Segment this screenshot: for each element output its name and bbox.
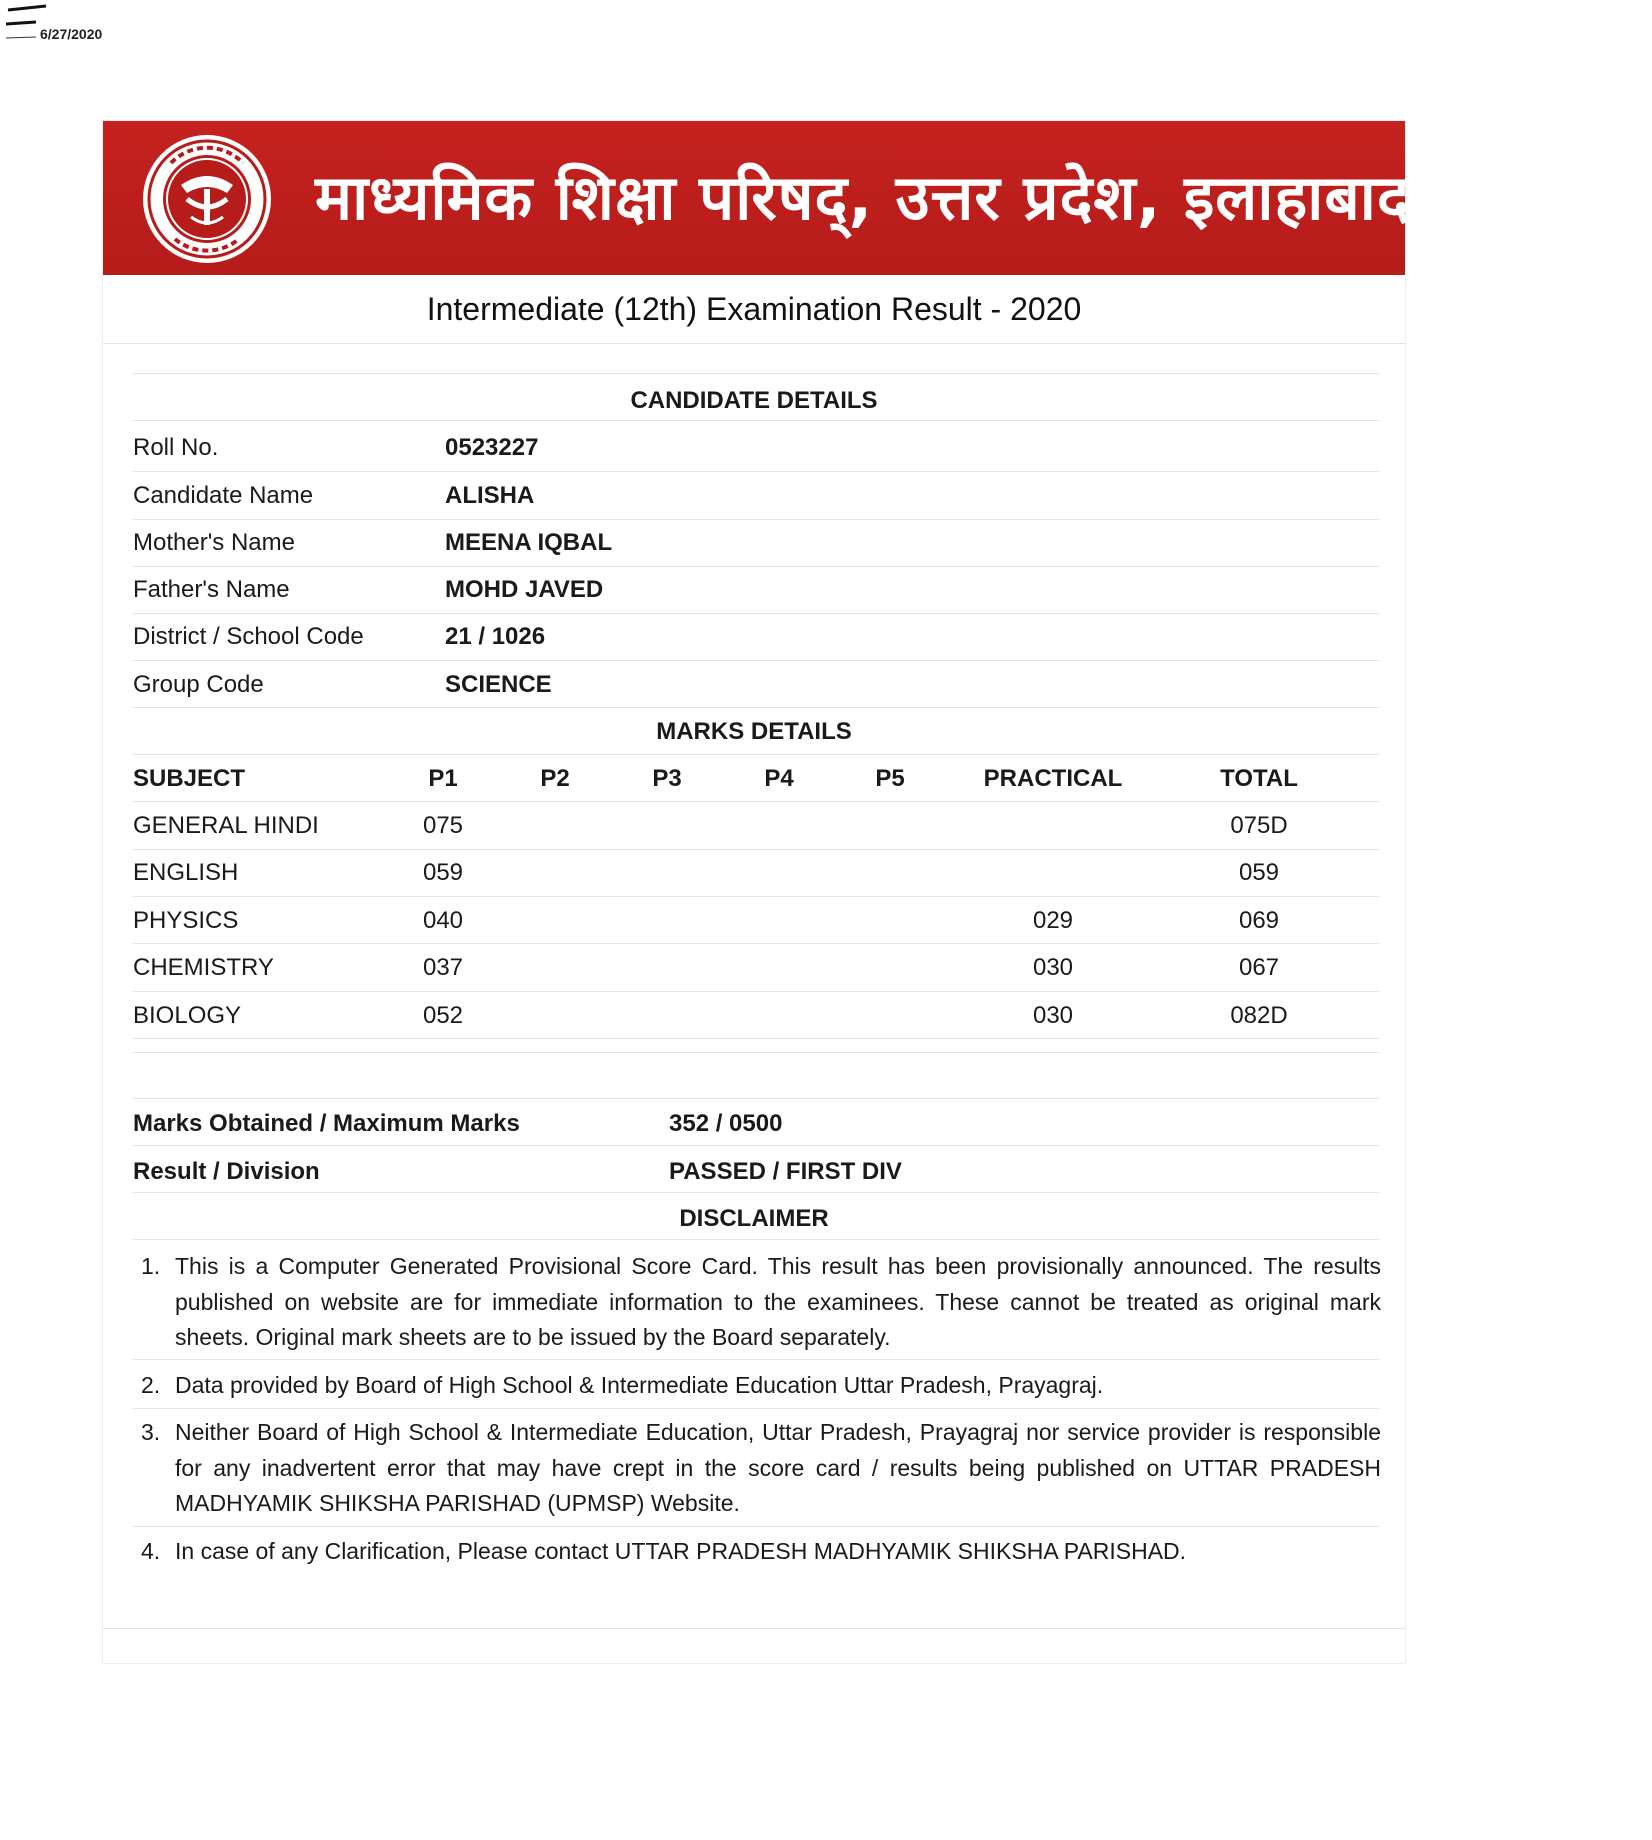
p1-cell: 059 [422, 859, 464, 886]
practical-cell: 029 [1032, 907, 1074, 934]
table-row [133, 944, 1379, 991]
field-district-school-code [133, 613, 1379, 660]
practical-cell: 030 [1032, 1002, 1074, 1029]
marks-details-heading: MARKS DETAILS [656, 718, 852, 745]
p1-cell: 075 [422, 812, 464, 839]
divider [133, 1192, 1379, 1193]
total-cell: 069 [1238, 907, 1280, 934]
divider [133, 1052, 1379, 1053]
field-label: Group Code [133, 671, 264, 698]
col-total: TOTAL [1220, 765, 1298, 792]
col-p2: P2 [540, 765, 570, 792]
p1-cell: 052 [422, 1002, 464, 1029]
field-value: MEENA IQBAL [445, 529, 613, 556]
subject-cell: PHYSICS [133, 907, 239, 934]
subject-cell: BIOLOGY [133, 1002, 242, 1029]
divider [133, 1359, 1379, 1360]
disclaimer-item [141, 1534, 1381, 1570]
field-value: SCIENCE [445, 671, 552, 698]
result-division-value: PASSED / FIRST DIV [669, 1158, 902, 1185]
field-value: ALISHA [445, 482, 535, 509]
exam-title: Intermediate (12th) Examination Result - 2020 [426, 291, 1082, 327]
field-mother-name [133, 519, 1379, 566]
item-text: This is a Computer Generated Provisional Score Card. This result has been provisionally announced. The results published on website are for immediate information to the examinees. These cannot be treated as original mark sheets. Original mark sheets are to be issued by the Board separately. [175, 1253, 1381, 1350]
field-father-name [133, 566, 1379, 613]
col-practical: PRACTICAL [983, 765, 1123, 792]
subject-cell: ENGLISH [133, 859, 239, 886]
subject-cell: GENERAL HINDI [133, 812, 319, 839]
field-label: Mother's Name [133, 529, 295, 556]
divider [133, 373, 1379, 374]
total-cell: 082D [1230, 1002, 1288, 1029]
divider [103, 343, 1405, 344]
item-text: In case of any Clarification, Please contact UTTAR PRADESH MADHYAMIK SHIKSHA PARISHAD. [175, 1538, 1187, 1564]
field-value: MOHD JAVED [445, 576, 604, 603]
total-cell: 075D [1230, 812, 1288, 839]
marks-obtained-value: 352 / 0500 [669, 1110, 783, 1137]
item-number: 2. [141, 1372, 161, 1398]
col-p4: P4 [764, 765, 794, 792]
col-p1: P1 [428, 765, 458, 792]
board-title: माध्यमिक शिक्षा परिषद्, उत्तर प्रदेश, इलाहाबाद [315, 161, 1411, 234]
print-date: 6/27/2020 [40, 26, 103, 42]
total-cell: 067 [1238, 954, 1280, 981]
result-division-row [133, 1148, 1379, 1195]
divider [133, 1239, 1379, 1240]
item-number: 1. [141, 1253, 161, 1279]
field-label: Roll No. [133, 434, 219, 461]
divider [103, 1628, 1405, 1629]
divider [133, 420, 1379, 421]
subject-cell: CHEMISTRY [133, 954, 274, 981]
divider [133, 1038, 1379, 1039]
divider [133, 1526, 1379, 1527]
item-text: Neither Board of High School & Intermediate Education, Uttar Pradesh, Prayagraj nor service provider is responsible for any inadvertent error that may have crept in the score card / results being published on UTTAR PRADESH MADHYAMIK SHIKSHA PARISHAD (UPMSP) Website. [175, 1419, 1381, 1516]
divider [133, 1145, 1379, 1146]
col-p5: P5 [875, 765, 905, 792]
disclaimer-item [141, 1249, 1381, 1356]
item-text: Data provided by Board of High School & Intermediate Education Uttar Pradesh, Prayagraj. [175, 1372, 1104, 1398]
total-cell: 059 [1238, 859, 1280, 886]
field-label: Father's Name [133, 576, 290, 603]
table-row [133, 897, 1379, 944]
table-row [133, 802, 1379, 849]
result-card [102, 120, 1411, 1664]
table-row [133, 849, 1379, 896]
result-division-label: Result / Division [133, 1158, 320, 1185]
divider [133, 1098, 1379, 1099]
marks-obtained-label: Marks Obtained / Maximum Marks [133, 1110, 520, 1137]
field-value: 21 / 1026 [445, 623, 546, 650]
disclaimer-item [141, 1368, 1381, 1404]
col-subject: SUBJECT [133, 765, 246, 792]
upmsp-seal-icon [141, 133, 273, 265]
item-number: 3. [141, 1419, 161, 1445]
disclaimer-item [141, 1415, 1381, 1522]
field-roll-no [133, 424, 1379, 471]
field-candidate-name [133, 472, 1379, 519]
candidate-details-heading: CANDIDATE DETAILS [630, 387, 878, 414]
item-number: 4. [141, 1538, 161, 1564]
p1-cell: 037 [422, 954, 464, 981]
field-label: Candidate Name [133, 482, 314, 509]
field-label: District / School Code [133, 623, 364, 650]
p1-cell: 040 [422, 907, 464, 934]
table-row [133, 992, 1379, 1039]
marks-obtained-row [133, 1100, 1379, 1147]
col-p3: P3 [652, 765, 682, 792]
field-group-code [133, 661, 1379, 708]
divider [133, 1408, 1379, 1409]
marks-header-row [133, 755, 1379, 802]
practical-cell: 030 [1032, 954, 1074, 981]
disclaimer-heading: DISCLAIMER [679, 1205, 829, 1232]
header-banner [103, 121, 1411, 275]
field-value: 0523227 [445, 434, 539, 461]
